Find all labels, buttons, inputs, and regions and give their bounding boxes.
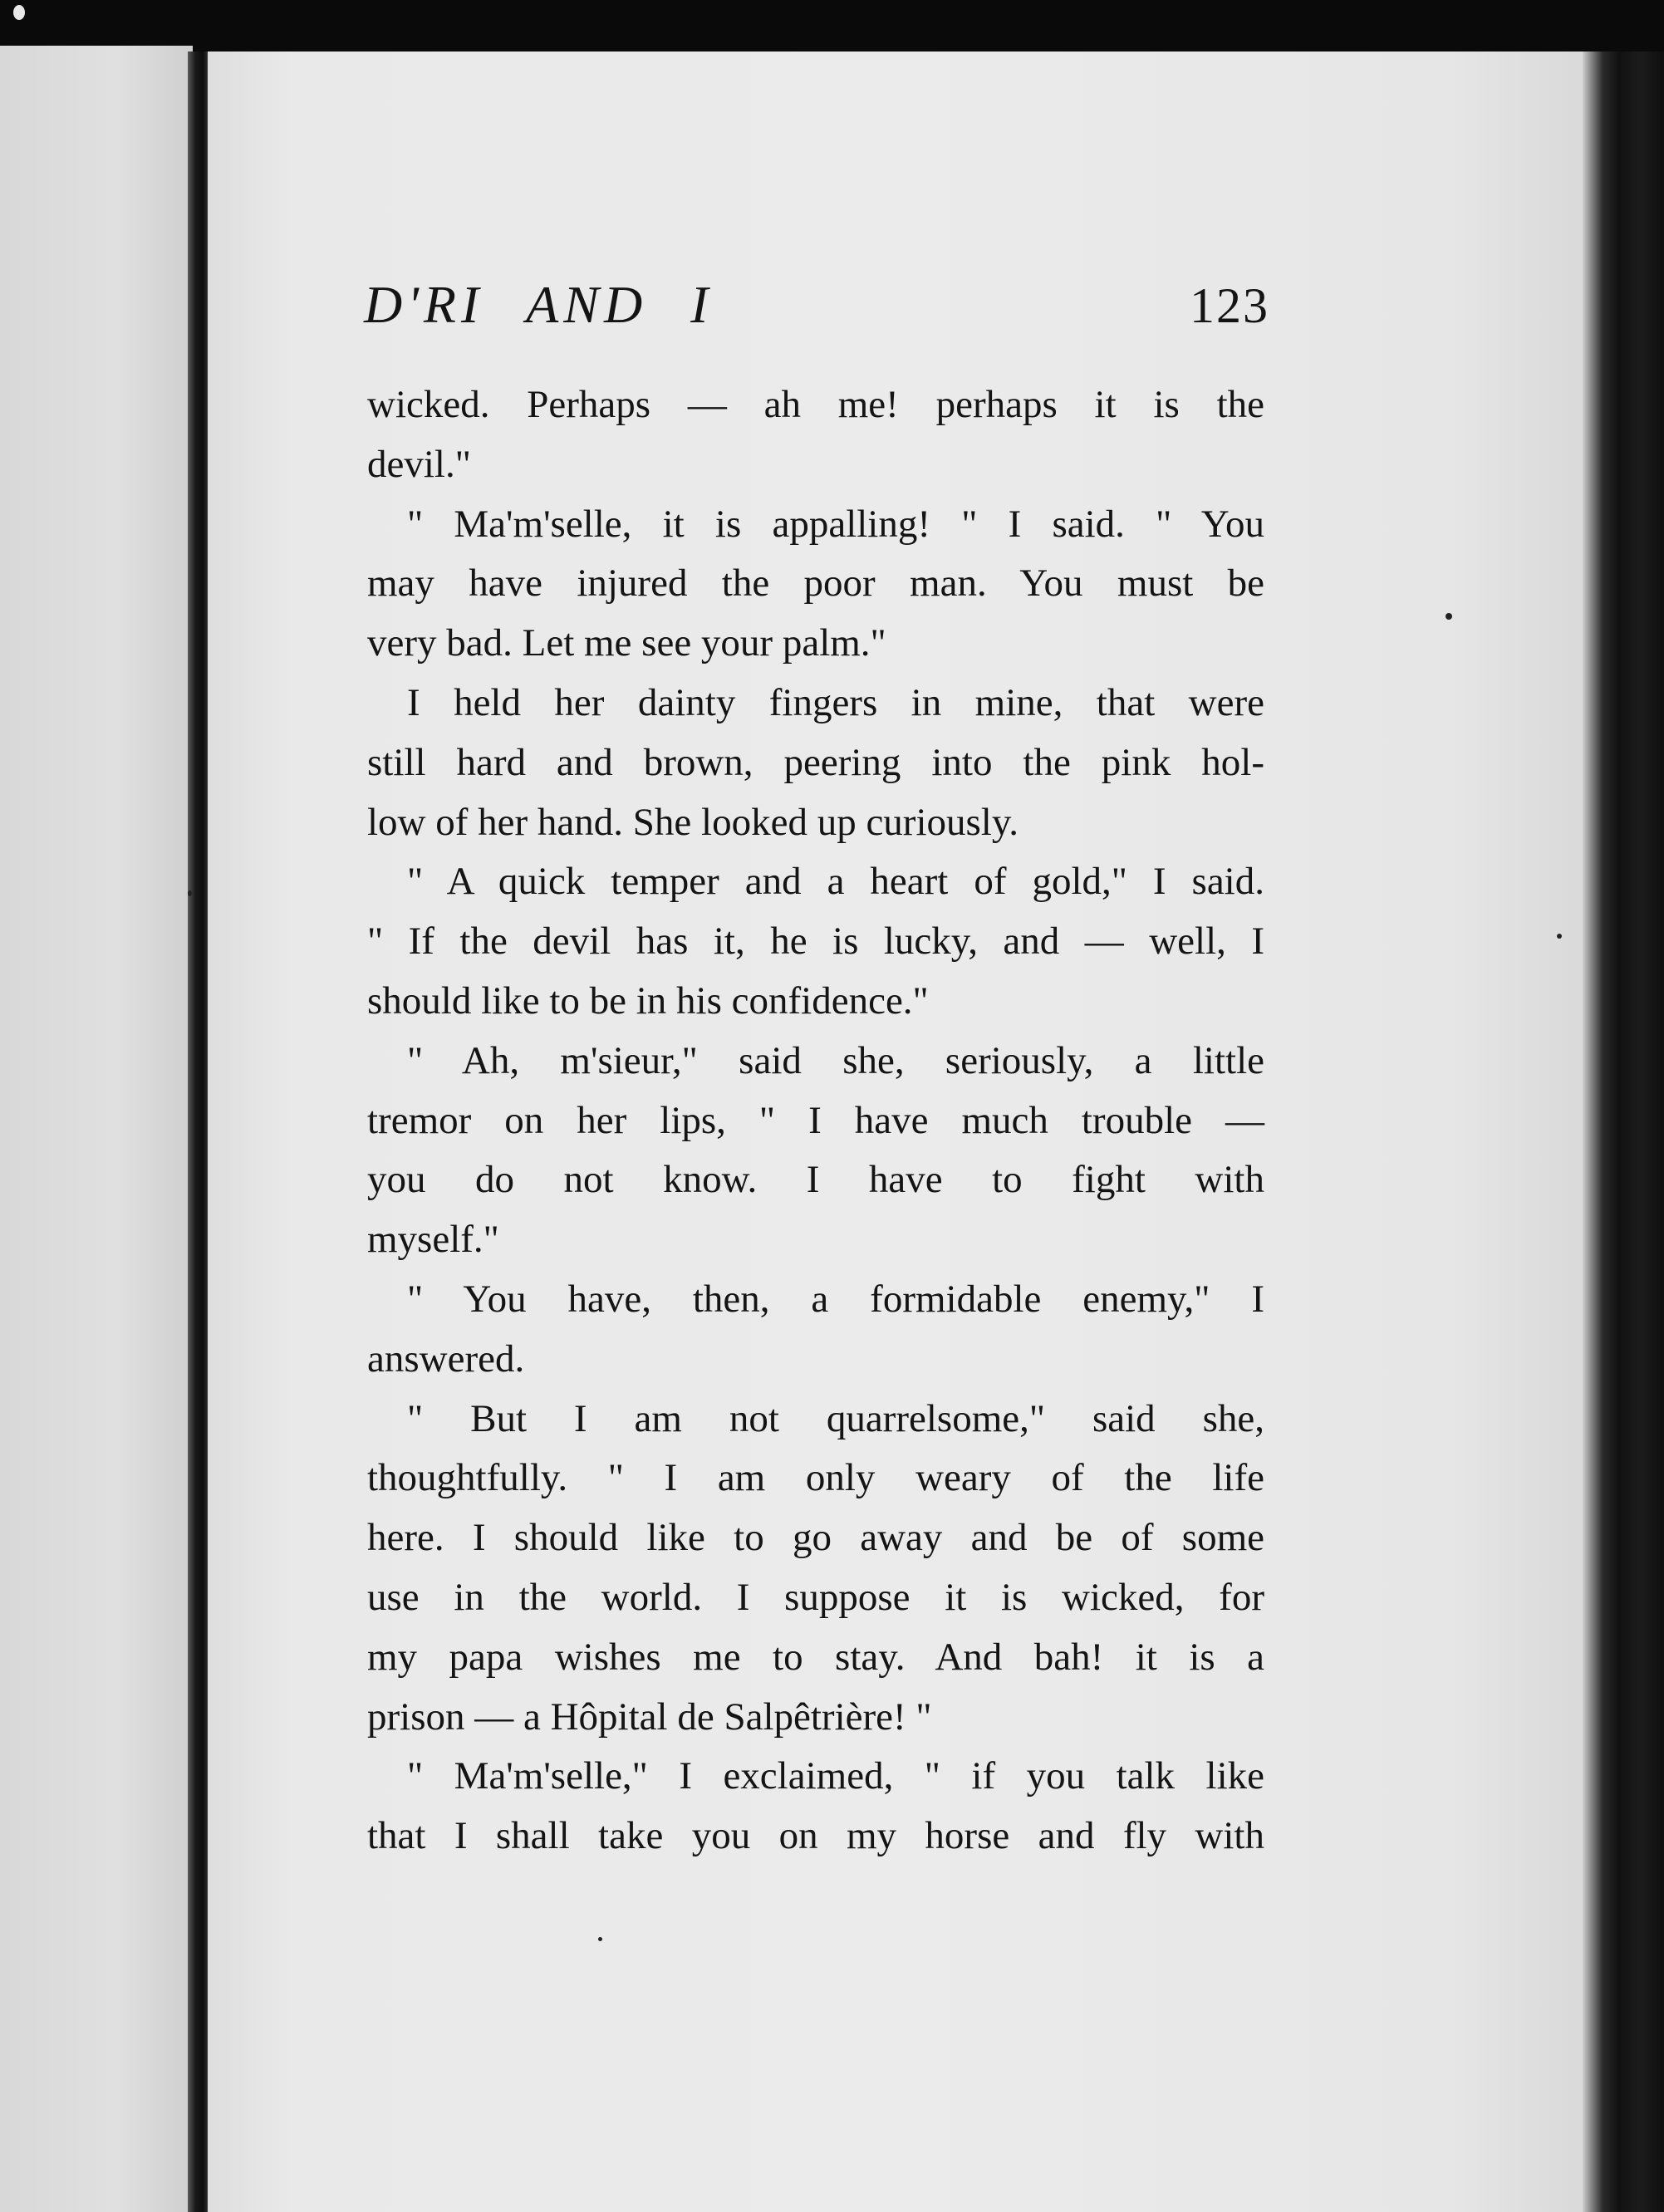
text-line: here. I should like to go away and be of some	[367, 1516, 1264, 1560]
text-line: prison — a Hôpital de Salpêtrière! "	[367, 1695, 932, 1739]
text-line: " Ma'm'selle, it is appalling! " I said. " You	[407, 502, 1264, 546]
corner-speck	[13, 5, 25, 20]
running-title: D'RI AND I	[364, 275, 714, 334]
text-line: should like to be in his confidence."	[367, 978, 929, 1023]
text-line: tremor on her lips, " I have much trouble —	[367, 1098, 1264, 1142]
text-line: " Ma'm'selle," I exclaimed, " if you talk like	[407, 1754, 1264, 1798]
text-line: use in the world. I suppose it is wicked, for	[367, 1575, 1264, 1619]
text-line: still hard and brown, peering into the pink hol-	[367, 740, 1264, 784]
running-head	[364, 274, 1269, 341]
text-line: you do not know. I have to fight with	[367, 1158, 1264, 1202]
text-line: that I shall take you on my horse and fly with	[367, 1814, 1264, 1858]
left-facing-page	[0, 46, 193, 2212]
text-line: " You have, then, a formidable enemy," I	[407, 1277, 1264, 1321]
text-line: myself."	[367, 1218, 499, 1262]
book-gutter	[188, 51, 209, 2212]
dust-speck	[598, 1937, 602, 1941]
top-border	[0, 0, 1664, 51]
text-line: very bad. Let me see your palm."	[367, 621, 886, 665]
text-line: may have injured the poor man. You must be	[367, 562, 1264, 606]
text-line: " If the devil has it, he is lucky, and — well, I	[367, 920, 1264, 964]
text-line: thoughtfully. " I am only weary of the life	[367, 1456, 1264, 1500]
dust-speck	[1557, 934, 1562, 939]
text-line: wicked. Perhaps — ah me! perhaps it is the	[367, 383, 1264, 426]
text-line: low of her hand. She looked up curiously.	[367, 800, 1019, 844]
text-line: " Ah, m'sieur," said she, seriously, a little	[407, 1038, 1264, 1082]
body-text	[367, 375, 1264, 1866]
text-line: devil."	[367, 442, 471, 486]
text-line: answered.	[367, 1337, 525, 1381]
text-line: I held her dainty fingers in mine, that were	[407, 680, 1264, 724]
text-line: my papa wishes me to stay. And bah! it is a	[367, 1635, 1264, 1679]
dust-speck	[188, 890, 192, 896]
dust-speck	[1446, 613, 1452, 620]
page-number: 123	[1190, 278, 1269, 333]
text-line: " A quick temper and a heart of gold," I said.	[407, 860, 1264, 904]
book-edge	[1583, 51, 1664, 2212]
text-line: " But I am not quarrelsome," said she,	[407, 1396, 1264, 1440]
